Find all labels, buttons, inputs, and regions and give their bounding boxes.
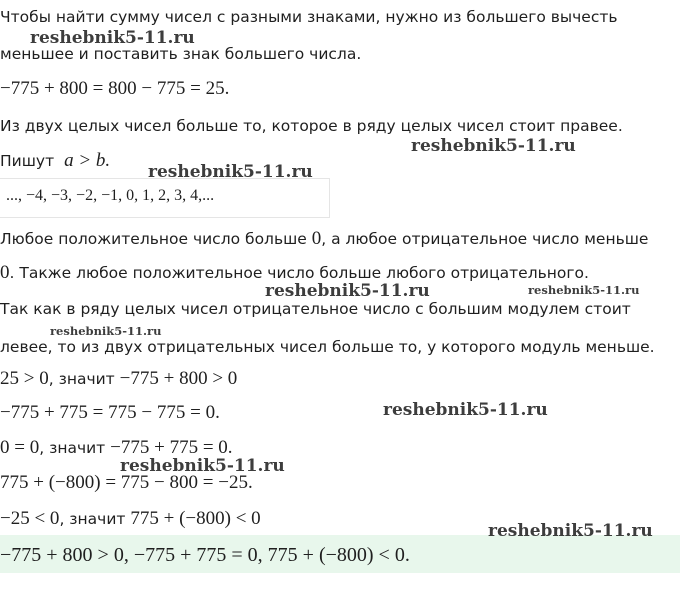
watermark-4: reshebnik5-11.ru [265, 281, 430, 301]
equation-sum-zero: −775 + 775 = 0. [110, 437, 233, 458]
watermark-9: reshebnik5-11.ru [488, 521, 653, 541]
text-line-7-part-b: , а любое отрицательное число меньше [321, 230, 649, 248]
text-line-15 [0, 508, 261, 530]
text-line-2: меньшее и поставить знак большего числа. [0, 45, 362, 63]
text-line-10: левее, то из двух отрицательных чисел больше то, у которого модуль меньше. [0, 338, 655, 356]
watermark-1: reshebnik5-11.ru [30, 28, 195, 48]
text-line-7 [0, 228, 648, 250]
therefore-text: , значит [48, 370, 120, 388]
text-line-1: Чтобы найти сумму чисел с разными знаками, нужно из большего вычесть [0, 8, 618, 26]
watermark-2: reshebnik5-11.ru [411, 136, 576, 156]
equation-line-14: 775 + (−800) = 775 − 800 = −25. [0, 472, 253, 493]
text-line-5 [0, 150, 110, 172]
therefore-text-3: , значит [59, 510, 131, 528]
text-line-8-part-b: . Также любое положительное число больше любого отрицательного. [9, 264, 589, 282]
text-line-9: Так как в ряду целых чисел отрицательное число с большим модулем стоит [0, 300, 631, 318]
inequality-25-gt-0: 25 > 0 [0, 368, 49, 389]
integer-sequence-box [0, 178, 330, 218]
watermark-3: reshebnik5-11.ru [148, 162, 313, 182]
inequality-sum-negative: 775 + (−800) < 0 [130, 508, 261, 529]
watermark-6: reshebnik5-11.ru [50, 324, 162, 338]
text-line-11 [0, 368, 237, 390]
inequality-a-b: a > b. [64, 150, 111, 171]
watermark-7: reshebnik5-11.ru [383, 400, 548, 420]
equation-line-12: −775 + 775 = 775 − 775 = 0. [0, 402, 220, 423]
write-label: Пишут [0, 152, 55, 170]
inequality-sum-positive: −775 + 800 > 0 [119, 368, 238, 389]
answer-line: −775 + 800 > 0, −775 + 775 = 0, 775 + (−800) < 0. [0, 544, 410, 566]
text-line-4: Из двух целых чисел больше то, которое в ряду целых чисел стоит правее. [0, 117, 623, 135]
integer-sequence: ..., −4, −3, −2, −1, 0, 1, 2, 3, 4,... [6, 187, 215, 204]
watermark-5: reshebnik5-11.ru [528, 283, 640, 297]
equation-line-3: −775 + 800 = 800 − 775 = 25. [0, 78, 230, 99]
zero-math-2: 0 [0, 262, 10, 283]
watermark-8: reshebnik5-11.ru [120, 456, 285, 476]
equality-0-eq-0: 0 = 0 [0, 437, 40, 458]
text-line-7-part-a: Любое положительное число больше [0, 230, 312, 248]
inequality-neg25-lt-0: −25 < 0 [0, 508, 60, 529]
zero-math: 0 [311, 228, 322, 249]
therefore-text-2: , значит [39, 439, 111, 457]
